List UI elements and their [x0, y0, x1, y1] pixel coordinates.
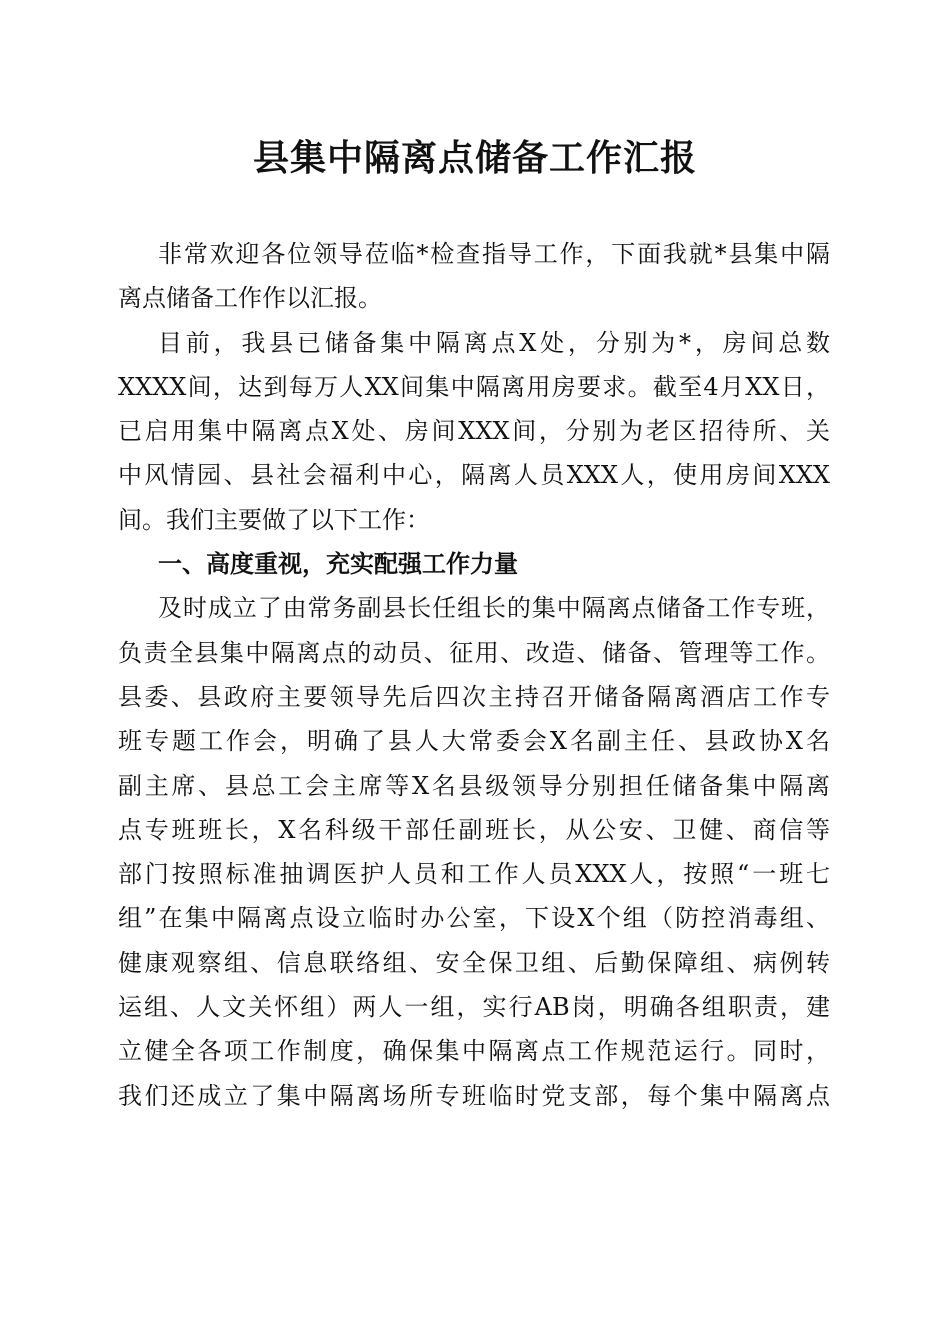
document-body [118, 232, 830, 1118]
paragraph-line: 副主席、县总工会主席等X名县级领导分别担任储备集中隔离 [118, 771, 830, 800]
paragraph-line: 间。我们主要做了以下工作： [118, 505, 430, 534]
paragraph-line: 部门按照标准抽调医护人员和工作人员XXX人，按照“一班七 [118, 860, 830, 889]
paragraph-line: 班专题工作会，明确了县人大常委会X名副主任、县政协X名 [118, 727, 830, 756]
paragraph-line: XXXX间，达到每万人XX间集中隔离用房要求。截至4月XX日， [118, 372, 830, 401]
paragraph-line: 组”在集中隔离点设立临时办公室，下设X个组（防控消毒组、 [118, 904, 830, 933]
paragraph-line: 离点储备工作作以汇报。 [118, 284, 382, 313]
paragraph-line: 非常欢迎各位领导莅临*检查指导工作，下面我就*县集中隔 [158, 240, 830, 268]
paragraph-line: 中风情园、县社会福利中心，隔离人员XXX人，使用房间XXX [118, 461, 830, 490]
document-title: 县集中隔离点储备工作汇报 [252, 137, 697, 179]
paragraph-line: 已启用集中隔离点X处、房间XXX间，分别为老区招待所、关 [118, 417, 830, 446]
paragraph-line: 我们还成立了集中隔离场所专班临时党支部，每个集中隔离点 [118, 1081, 830, 1110]
paragraph-line: 立健全各项工作制度，确保集中隔离点工作规范运行。同时， [118, 1037, 830, 1066]
paragraph-line: 运组、人文关怀组）两人一组，实行AB岗，明确各组职责，建 [118, 993, 830, 1022]
paragraph-line: 健康观察组、信息联络组、安全保卫组、后勤保障组、病例转 [118, 948, 830, 977]
paragraph-line: 目前，我县已储备集中隔离点X处，分别为*，房间总数 [158, 328, 830, 357]
paragraph-line: 县委、县政府主要领导先后四次主持召开储备隔离酒店工作专 [118, 682, 830, 711]
paragraph-line: 及时成立了由常务副县长任组长的集中隔离点储备工作专班， [158, 594, 830, 623]
paragraph-line: 点专班班长，X名科级干部任副班长，从公安、卫健、商信等 [118, 815, 830, 844]
section-heading: 一、高度重视，充实配强工作力量 [158, 550, 518, 579]
paragraph-line: 负责全县集中隔离点的动员、征用、改造、储备、管理等工作。 [118, 638, 830, 667]
